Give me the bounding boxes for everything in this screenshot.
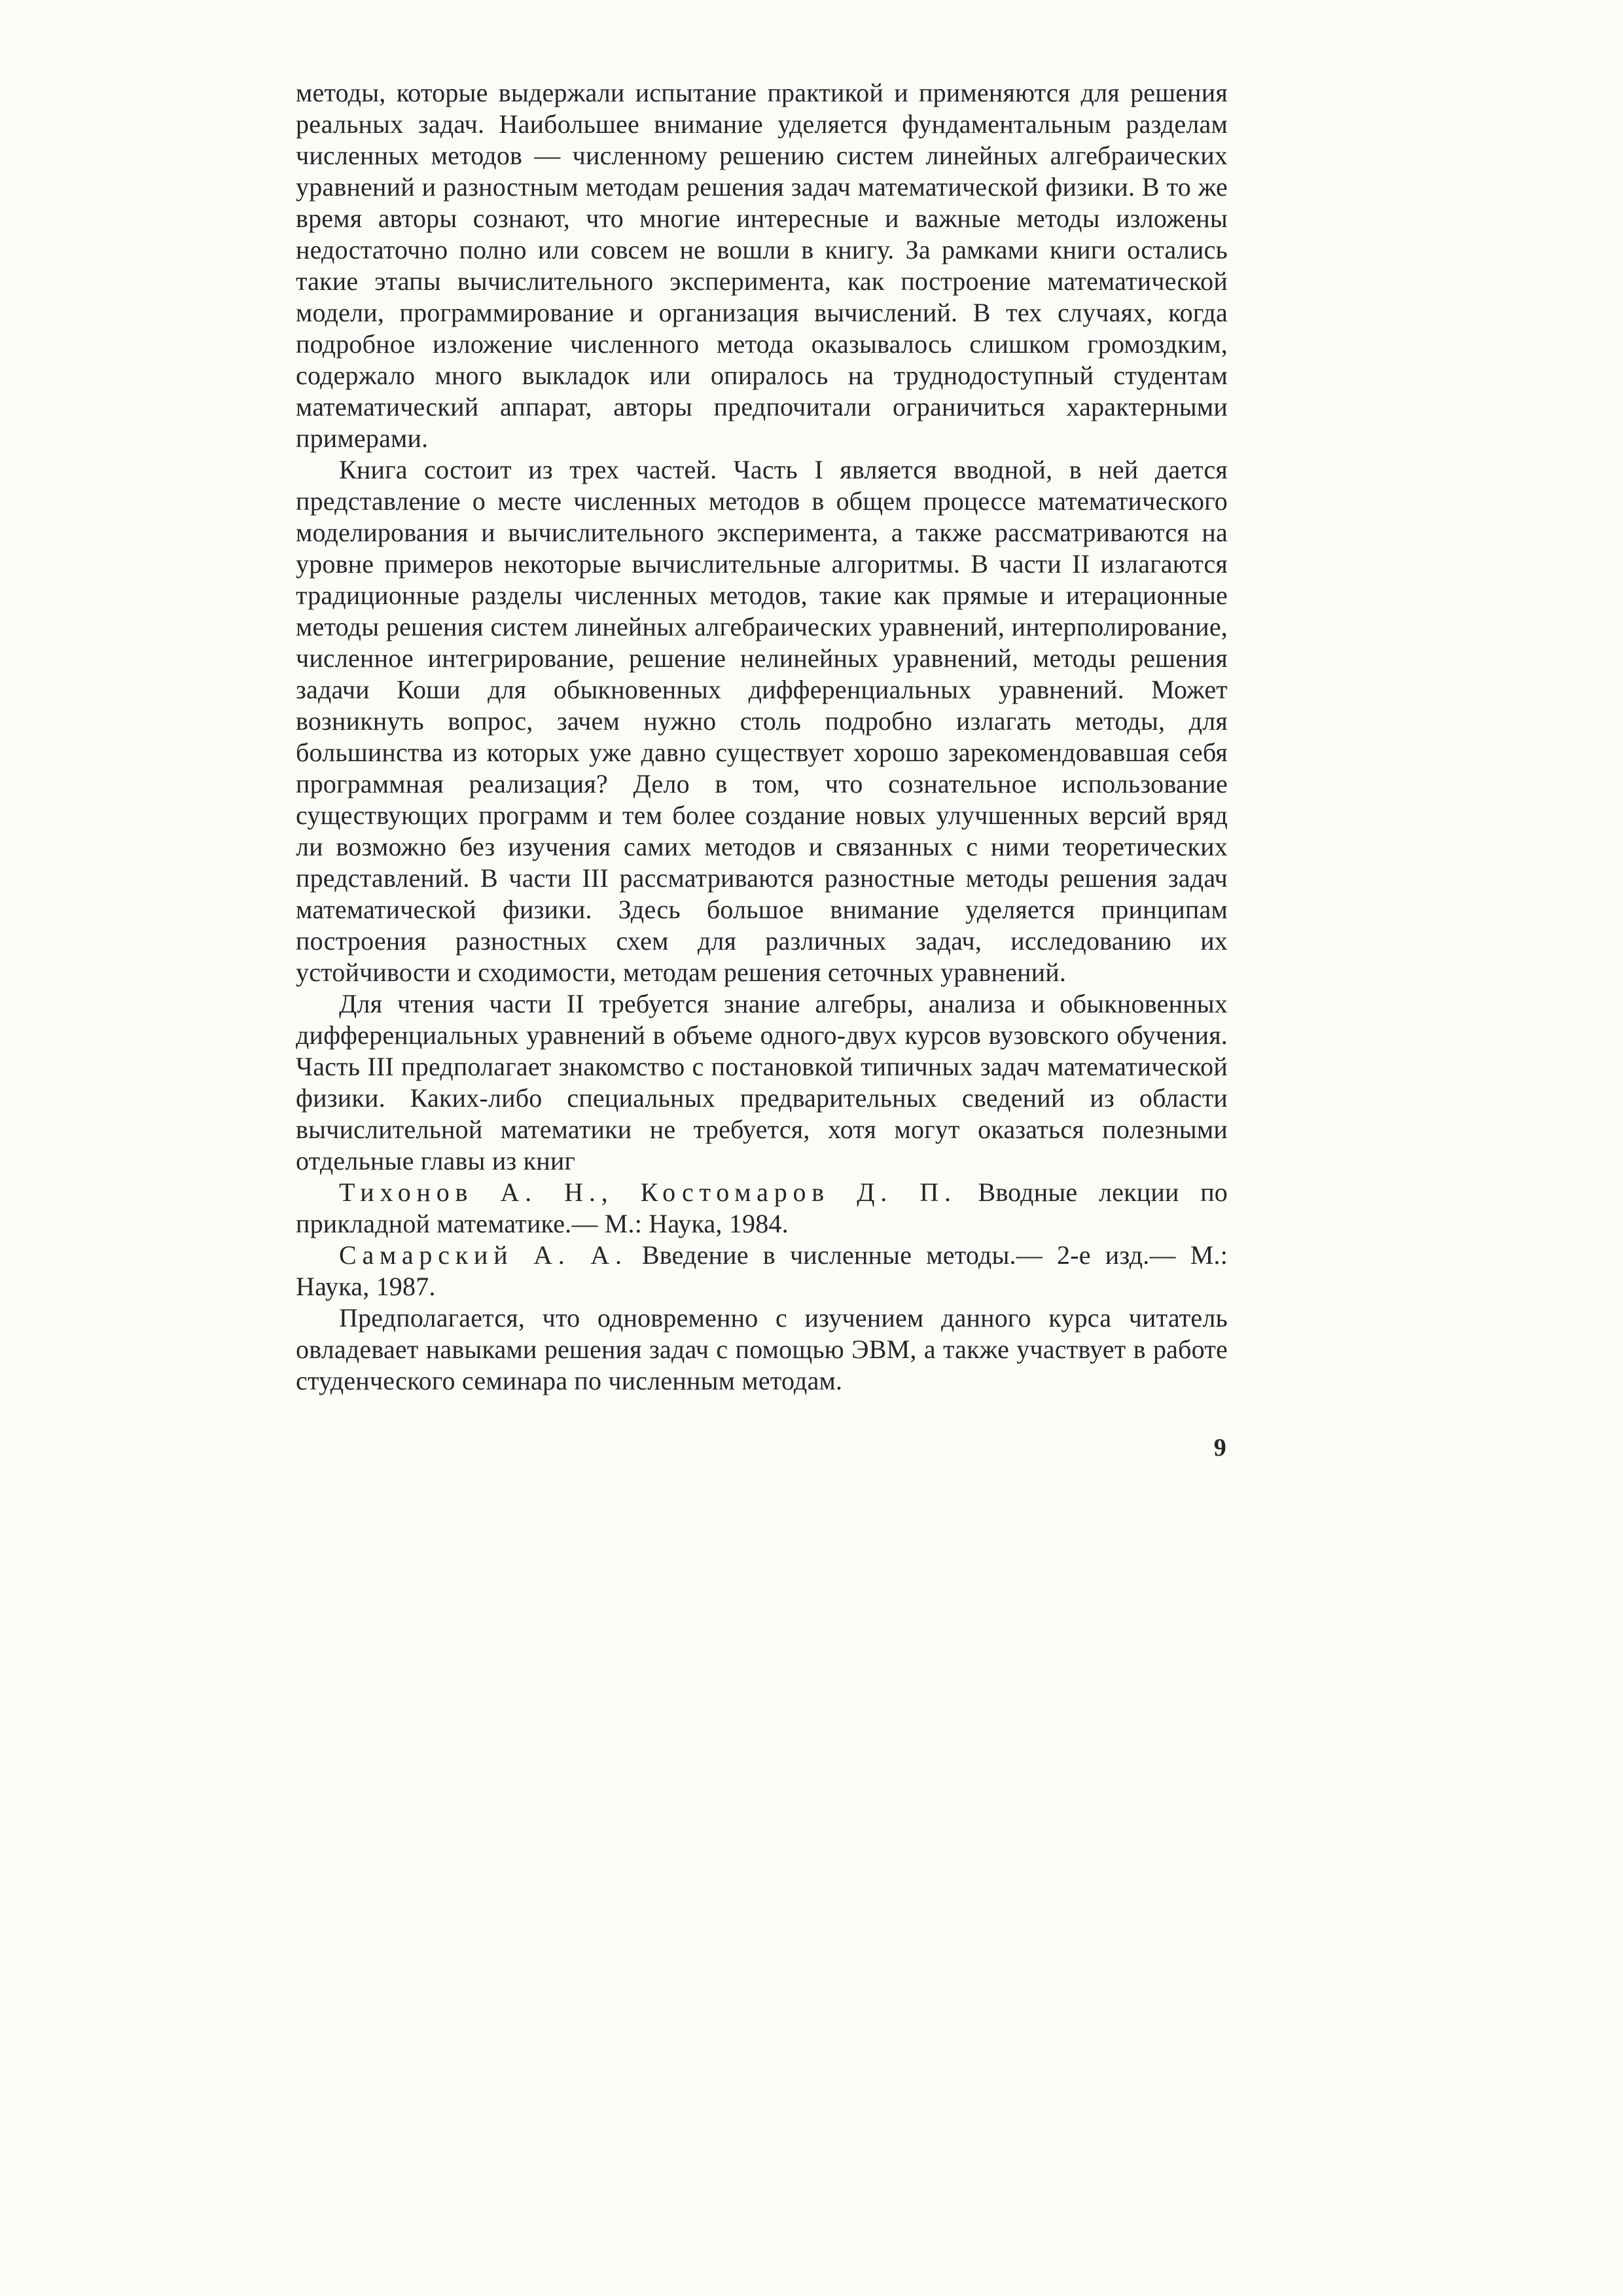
- reference-samarskii: [296, 1240, 1228, 1302]
- page-text-block: [296, 77, 1228, 1463]
- paragraph-closing: Предполагается, что одновременно с изучением данного курса читатель овладевает навыками решения задач с помощью ЭВМ, а также участвует в работе студенческого семинара по численным методам.: [296, 1303, 1228, 1395]
- reference-authors: Тихонов А. Н., Костомаров Д. П.: [339, 1177, 957, 1207]
- reference-authors: Самарский А. А.: [339, 1240, 628, 1270]
- page-number: 9: [1213, 1434, 1226, 1462]
- paragraph-prerequisites: Для чтения части II требуется знание алгебры, анализа и обыкновенных дифференциальных уравнений в объеме одного-двух курсов вузовского обучения. Часть III предполагает знакомство с постановкой типичных задач математической физики. Каких-либо специальных предварительных сведений из области вычислительной математики не требуется, хотя могут оказаться полезными отдельные главы из книг: [296, 989, 1228, 1175]
- paragraph-continuation: методы, которые выдержали испытание практикой и применяются для решения реальных задач. Наибольшее внимание уделяется фундаментальным разделам численных методов — численному решению систем линейных алгебраических уравнений и разностным методам решения задач математической физики. В то же время авторы сознают, что многие интересные и важные методы изложены недостаточно полно или совсем не вошли в книгу. За рамками книги остались такие этапы вычислительного эксперимента, как построение математической модели, программирование и организация вычислений. В тех случаях, когда подробное изложение численного метода оказывалось слишком громоздким, содержало много выкладок или опиралось на труднодоступный студентам математический аппарат, авторы предпочитали ограничиться характерными примерами.: [296, 78, 1228, 453]
- reference-title: Введение в численные методы.— 2-е изд.— М.: Наука, 1987.: [296, 1240, 1228, 1301]
- paragraph-book-structure: Книга состоит из трех частей. Часть I является вводной, в ней дается представление о месте численных методов в общем процессе математического моделирования и вычислительного эксперимента, а также рассматриваются на уровне примеров некоторые вычислительные алгоритмы. В части II излагаются традиционные разделы численных методов, такие как прямые и итерационные методы решения систем линейных алгебраических уравнений, интерполирование, численное интегрирование, решение нелинейных уравнений, методы решения задачи Коши для обыкновенных дифференциальных уравнений. Может возникнуть вопрос, зачем нужно столь подробно излагать методы, для большинства из которых уже давно существует хорошо зарекомендовавшая себя программная реализация? Дело в том, что сознательное использование существующих программ и тем более создание новых улучшенных версий вряд ли возможно без изучения самих методов и связанных с ними теоретических представлений. В части III рассматриваются разностные методы решения задач математической физики. Здесь большое внимание уделяется принципам построения разностных схем для различных задач, исследованию их устойчивости и сходимости, методам решения сеточных уравнений.: [296, 455, 1228, 987]
- reference-title: Вводные лекции по прикладной математике.— М.: Наука, 1984.: [296, 1177, 1228, 1238]
- reference-tikhonov-kostomarov: [296, 1177, 1228, 1240]
